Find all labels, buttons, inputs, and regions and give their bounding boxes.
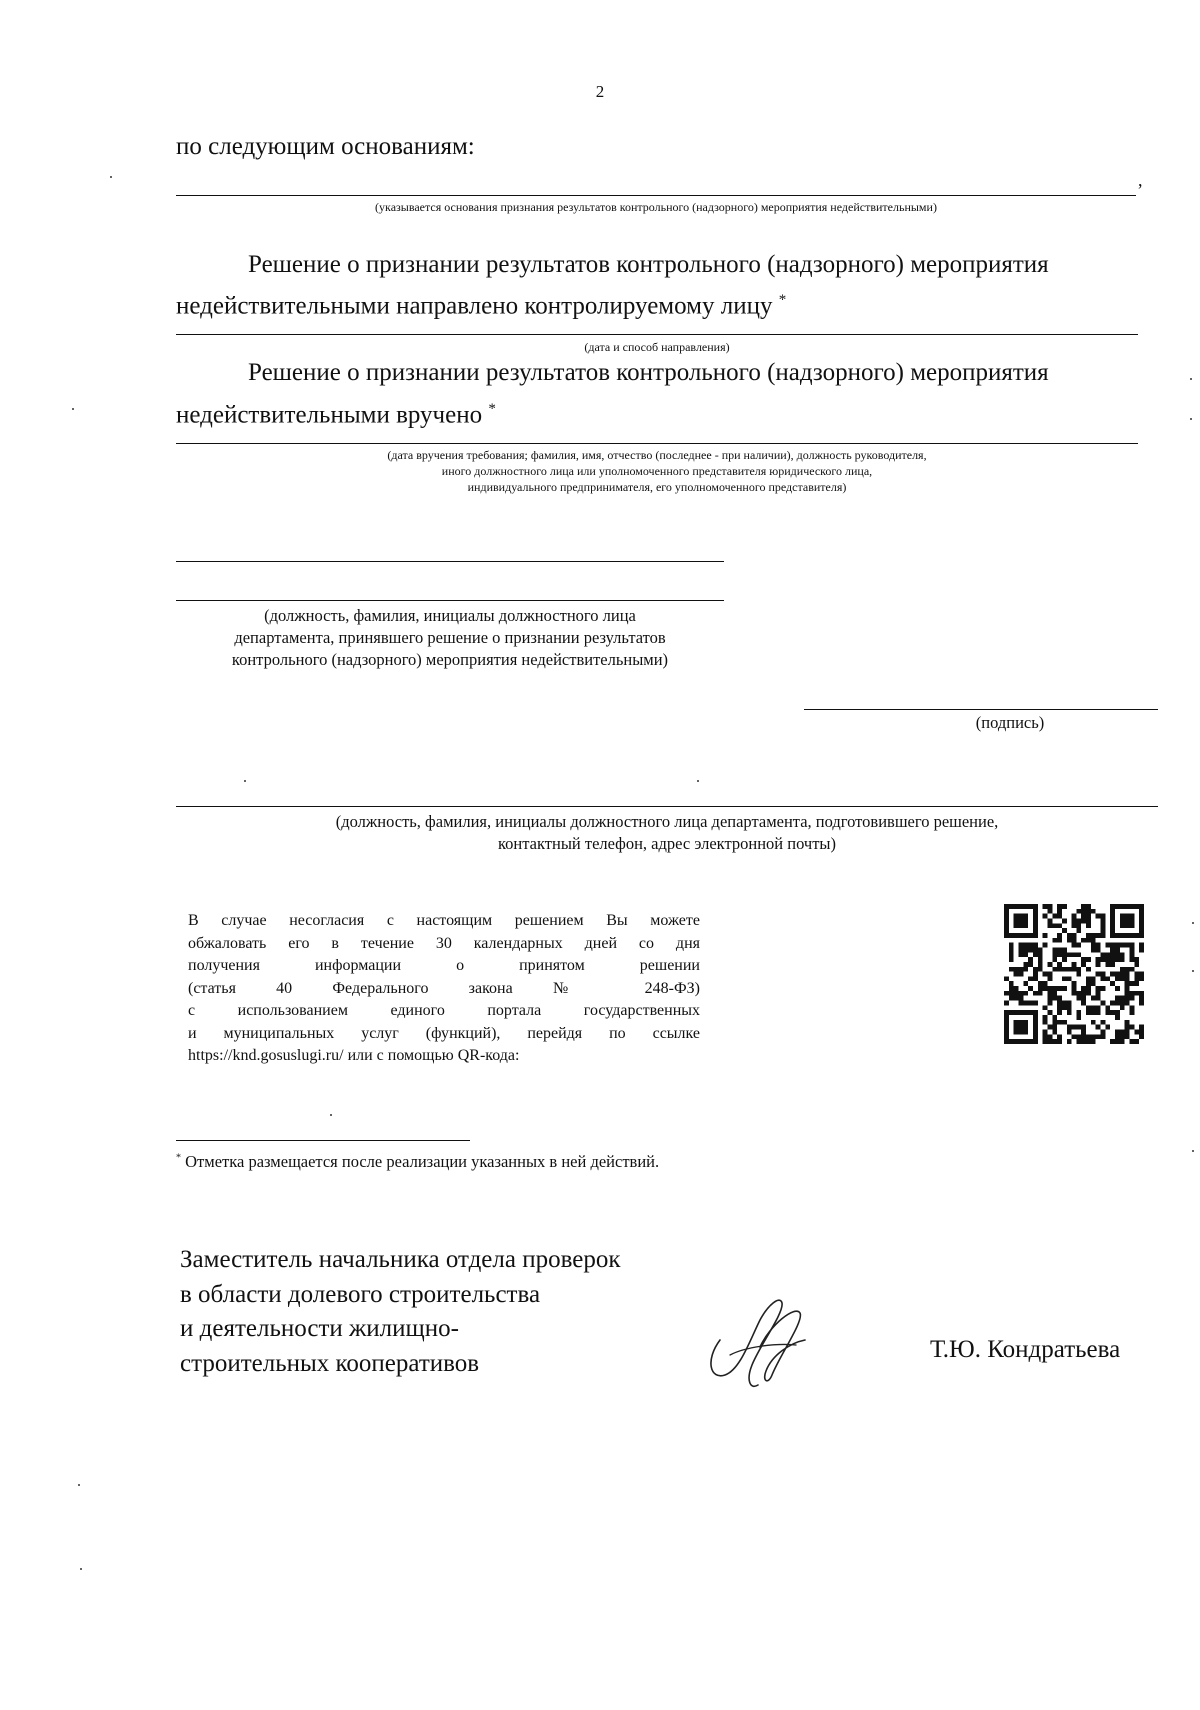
grounds-caption: (указывается основания признания результатов контрольного (надзорного) мероприятия недействительными)	[375, 200, 937, 214]
sent-mark: *	[778, 292, 787, 308]
preparer-caption	[176, 811, 1158, 855]
handwritten-signature-icon	[700, 1285, 820, 1395]
scan-speck	[330, 1114, 332, 1116]
official-line-2	[176, 600, 724, 601]
official-caption-line: департамента, принявшего решение о признании результатов	[234, 628, 666, 647]
signatory-position-line: строительных кооперативов	[180, 1349, 480, 1377]
delivered-caption	[176, 447, 1138, 495]
delivered-line-1: Решение о признании результатов контрольного (надзорного) мероприятия	[248, 359, 1049, 386]
appeal-notice-line: получения информации о принятом решении	[188, 957, 700, 974]
delivered-line	[176, 443, 1138, 444]
preparer-caption-line: контактный телефон, адрес электронной почты)	[497, 834, 836, 853]
delivered-line-2-text: недействительными вручено	[176, 401, 483, 429]
scan-speck	[1192, 970, 1194, 972]
scan-speck	[78, 1484, 80, 1486]
scan-speck	[244, 780, 246, 782]
signatory-position	[180, 1243, 621, 1381]
footnote-mark: *	[176, 1152, 181, 1164]
footnote-text: Отметка размещается после реализации указанных в ней действий.	[185, 1152, 660, 1171]
appeal-notice-link-line[interactable]: https://knd.gosuslugi.ru/ или с помощью QR-кода:	[188, 1047, 520, 1064]
preparer-line	[176, 806, 1158, 807]
delivered-caption-line: (дата вручения требования; фамилия, имя, отчество (последнее - при наличии), должность руководителя,	[387, 448, 927, 462]
scan-speck	[72, 408, 74, 410]
appeal-notice	[188, 910, 700, 1068]
appeal-notice-line: обжаловать его в течение 30 календарных дней со дня	[188, 934, 700, 952]
signatory-name: Т.Ю. Кондратьева	[930, 1336, 1121, 1363]
sent-line	[176, 334, 1138, 335]
delivered-mark: *	[488, 401, 496, 417]
sent-line-1: Решение о признании результатов контрольного (надзорного) мероприятия	[248, 251, 1049, 278]
delivered-line-2	[176, 392, 496, 432]
signatory-position-line: и деятельности жилищно-	[180, 1315, 459, 1342]
grounds-line	[176, 195, 1136, 196]
scan-speck	[1190, 418, 1192, 420]
delivered-caption-line: иного должностного лица или уполномоченного представителя юридического лица,	[441, 464, 873, 478]
scan-speck	[697, 780, 699, 782]
grounds-trailing-comma: ,	[1138, 170, 1143, 190]
scan-speck	[1192, 922, 1194, 924]
page-number: 2	[595, 82, 605, 101]
scan-speck	[1190, 378, 1192, 380]
scan-speck	[1192, 1150, 1194, 1152]
signatory-position-line: Заместитель начальника отдела проверок	[180, 1246, 621, 1273]
official-line-1	[176, 561, 724, 562]
sent-caption: (дата и способ направления)	[584, 340, 730, 354]
sent-line-2	[176, 283, 786, 323]
qr-code-icon[interactable]	[1004, 904, 1144, 1044]
preparer-caption-line: (должность, фамилия, инициалы должностного лица департамента, подготовившего решение,	[335, 812, 999, 831]
signatory-position-line: в области долевого строительства	[180, 1280, 541, 1308]
appeal-notice-line: с использованием единого портала государственных	[188, 1002, 700, 1019]
signature-line	[804, 709, 1158, 710]
footnote	[176, 1152, 659, 1172]
appeal-notice-line: и муниципальных услуг (функций), перейдя по ссылке	[188, 1024, 700, 1042]
sent-line-2-text: недействительными направлено контролируемому лицу	[176, 292, 773, 320]
scan-speck	[110, 176, 112, 178]
grounds-heading: по следующим основаниям:	[176, 133, 475, 160]
appeal-notice-line: В случае несогласия с настоящим решением Вы можете	[188, 912, 700, 929]
official-caption-line: (должность, фамилия, инициалы должностного лица	[264, 606, 636, 625]
official-caption-line: контрольного (надзорного) мероприятия недействительными)	[231, 650, 669, 669]
signature-caption: (подпись)	[975, 713, 1045, 732]
footnote-separator	[176, 1140, 470, 1141]
official-caption	[176, 605, 724, 671]
appeal-notice-line: (статья 40 Федерального закона № 248-ФЗ)	[188, 979, 700, 997]
delivered-caption-line: индивидуального предпринимателя, его уполномоченного представителя)	[467, 480, 847, 494]
scan-speck	[80, 1568, 82, 1570]
